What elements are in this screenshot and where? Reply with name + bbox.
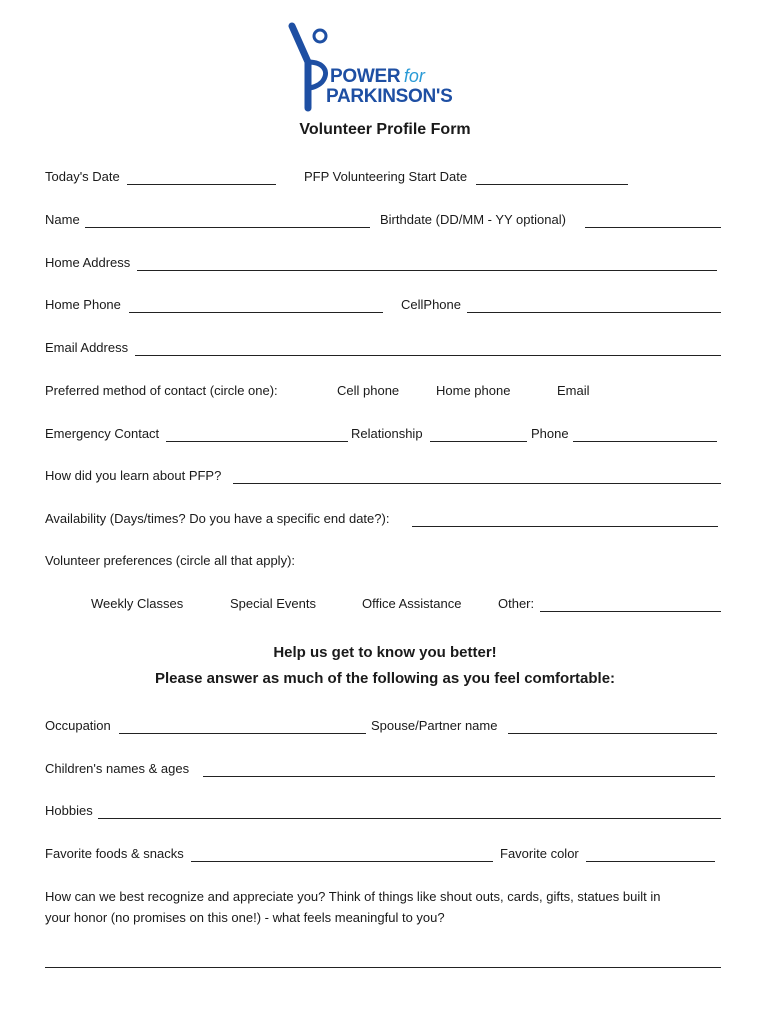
favorite-color-field[interactable] <box>586 861 715 862</box>
favorite-color-label: Favorite color <box>500 846 579 861</box>
home-phone-field[interactable] <box>129 312 383 313</box>
contact-option-cell[interactable]: Cell phone <box>337 383 400 398</box>
emergency-contact-field[interactable] <box>166 441 348 442</box>
favorite-foods-field[interactable] <box>191 861 493 862</box>
page-title: Volunteer Profile Form <box>299 121 471 138</box>
home-address-field[interactable] <box>137 270 717 271</box>
todays-date-label: Today's Date <box>45 169 120 184</box>
pref-special-events[interactable]: Special Events <box>230 596 316 611</box>
spouse-field[interactable] <box>508 733 717 734</box>
recognize-question-line2: your honor (no promises on this one!) - what feels meaningful to you? <box>45 910 445 925</box>
learn-about-field[interactable] <box>233 483 721 484</box>
favorite-foods-label: Favorite foods & snacks <box>45 846 184 861</box>
emergency-contact-label: Emergency Contact <box>45 426 160 441</box>
section2-subheading: Please answer as much of the following as you feel comfortable: <box>154 670 616 687</box>
name-label: Name <box>45 212 80 227</box>
email-address-field[interactable] <box>135 355 721 356</box>
email-address-label: Email Address <box>45 340 129 355</box>
recognize-answer-field[interactable] <box>45 967 721 968</box>
hobbies-field[interactable] <box>98 818 721 819</box>
learn-about-label: How did you learn about PFP? <box>45 468 222 483</box>
recognize-question-line1: How can we best recognize and appreciate you? Think of things like shout outs, cards, gifts, statues built in <box>45 889 661 904</box>
relationship-field[interactable] <box>430 441 527 442</box>
children-field[interactable] <box>203 776 715 777</box>
availability-field[interactable] <box>412 526 718 527</box>
todays-date-field[interactable] <box>127 184 276 185</box>
pref-weekly-classes[interactable]: Weekly Classes <box>91 596 184 611</box>
emergency-phone-label: Phone <box>531 426 569 441</box>
logo-for-text: for <box>403 66 425 86</box>
preferred-contact-label: Preferred method of contact (circle one): <box>45 383 278 398</box>
cell-phone-field[interactable] <box>467 312 721 313</box>
pfp-start-date-field[interactable] <box>476 184 628 185</box>
pref-other-label: Other: <box>498 596 535 611</box>
pref-other-field[interactable] <box>540 611 721 612</box>
power-for-parkinsons-logo <box>286 22 486 112</box>
contact-option-email[interactable]: Email <box>557 383 590 398</box>
pref-office-assistance[interactable]: Office Assistance <box>362 596 462 611</box>
logo-power-text: POWER <box>330 66 401 87</box>
children-label: Children's names & ages <box>45 761 190 776</box>
volunteer-prefs-label: Volunteer preferences (circle all that apply): <box>45 553 296 568</box>
availability-label: Availability (Days/times? Do you have a specific end date?): <box>45 511 390 526</box>
occupation-label: Occupation <box>45 718 111 733</box>
relationship-label: Relationship <box>351 426 423 441</box>
section2-heading: Help us get to know you better! <box>273 644 497 661</box>
occupation-field[interactable] <box>119 733 366 734</box>
emergency-phone-field[interactable] <box>573 441 717 442</box>
spouse-label: Spouse/Partner name <box>371 718 498 733</box>
birthdate-label: Birthdate (DD/MM - YY optional) <box>380 212 566 227</box>
name-field[interactable] <box>85 227 370 228</box>
hobbies-label: Hobbies <box>45 803 93 818</box>
contact-option-home[interactable]: Home phone <box>436 383 511 398</box>
cell-phone-label: CellPhone <box>401 297 461 312</box>
logo-parkinsons-text: PARKINSON'S <box>326 86 453 107</box>
pfp-start-date-label: PFP Volunteering Start Date <box>304 169 468 184</box>
birthdate-field[interactable] <box>585 227 721 228</box>
home-address-label: Home Address <box>45 255 131 270</box>
home-phone-label: Home Phone <box>45 297 121 312</box>
